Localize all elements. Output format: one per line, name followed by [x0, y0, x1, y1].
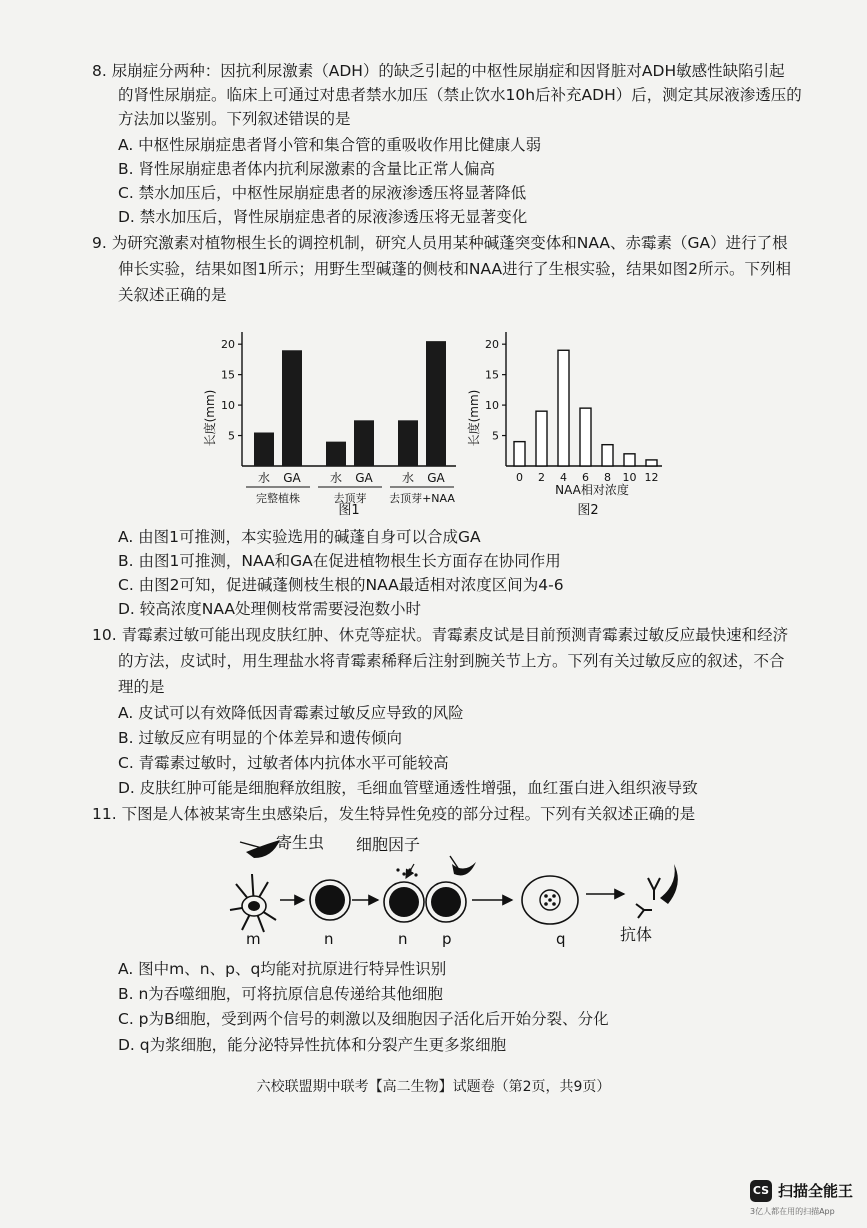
fig1-xtick-label: 水	[257, 471, 271, 485]
fig1-xtick-label: GA	[355, 471, 373, 485]
fig1-ytick-label: 5	[228, 429, 235, 443]
fig1-xtick-label: GA	[283, 471, 301, 485]
parasite-icon	[246, 840, 280, 858]
q9-stem-line1: 9. 为研究激素对植物根生长的调控机制，研究人员用某种碱蓬突变体和NAA、赤霉素（GA）进行了根	[92, 234, 788, 252]
q9-option-a: A. 由图1可推测，本实验选用的碱蓬自身可以合成GA	[118, 528, 481, 546]
cell-p-label: p	[442, 930, 452, 948]
fig1-bar	[282, 350, 302, 466]
q9-stem-line2: 伸长实验，结果如图1所示；用野生型碱蓬的侧枝和NAA进行了生根实验，结果如图2所示。下列相	[118, 260, 791, 278]
fig2-bar	[558, 350, 569, 466]
fig2-xtick-label: 2	[538, 471, 545, 484]
cytokine-label: 细胞因子	[356, 835, 421, 854]
q11-stem: 11. 下图是人体被某寄生虫感染后，发生特异性免疫的部分过程。下列有关叙述正确的是	[92, 805, 696, 823]
fig2-bar	[580, 408, 591, 466]
figure-2-bar-chart	[462, 318, 672, 518]
fig1-group-label: 完整植株	[256, 492, 300, 505]
fig2-xtick-label: 0	[516, 471, 523, 484]
fig1-title: 图1	[338, 503, 360, 518]
cell-p-icon	[426, 856, 476, 922]
fig1-bar	[326, 442, 346, 466]
q10-option-b: B. 过敏反应有明显的个体差异和遗传倾向	[118, 729, 402, 747]
fig2-xlabel: NAA相对浓度	[555, 483, 629, 497]
fig2-bar	[624, 454, 635, 466]
fig1-bar	[254, 433, 274, 467]
q9-stem-line3: 关叙述正确的是	[118, 286, 227, 304]
cell-q-icon	[522, 876, 578, 924]
q11-option-b: B. n为吞噬细胞，可将抗原信息传递给其他细胞	[118, 985, 443, 1003]
q8-option-c: C. 禁水加压后，中枢性尿崩症患者的尿液渗透压将显著降低	[118, 184, 527, 202]
q9-option-b: B. 由图1可推测，NAA和GA在促进植物根生长方面存在协同作用	[118, 552, 561, 570]
q8-option-a: A. 中枢性尿崩症患者肾小管和集合管的重吸收作用比健康人弱	[118, 136, 542, 154]
cell-m-label: m	[246, 930, 261, 948]
q8-stem-line1: 8. 尿崩症分两种：因抗利尿激素（ADH）的缺乏引起的中枢性尿崩症和因肾脏对ADH敏感性缺陷引起	[92, 62, 785, 80]
antibody-icon	[636, 864, 678, 918]
page-footer: 六校联盟期中联考【高二生物】试题卷（第2页，共9页）	[256, 1079, 611, 1095]
parasite-label: 寄生虫	[276, 833, 325, 852]
cell-n-label: n	[324, 930, 334, 948]
fig1-xtick-label: 水	[401, 471, 415, 485]
fig2-ytick-label: 10	[485, 399, 499, 413]
fig1-ytick-label: 10	[221, 399, 235, 413]
q9-option-c: C. 由图2可知，促进碱蓬侧枝生根的NAA最适相对浓度区间为4-6	[118, 576, 564, 594]
fig2-xtick-label: 12	[644, 471, 659, 484]
q9-option-d: D. 较高浓度NAA处理侧枝常需要浸泡数小时	[118, 600, 422, 618]
cell-n2-icon	[384, 882, 424, 922]
fig2-ylabel: 长度(mm)	[467, 389, 481, 447]
q8-option-b: B. 肾性尿崩症患者体内抗利尿激素的含量比正常人偏高	[118, 160, 495, 178]
fig1-bar	[354, 420, 374, 466]
q10-option-a: A. 皮试可以有效降低因青霉素过敏反应导致的风险	[118, 704, 464, 722]
fig2-xtick-label: 8	[604, 471, 611, 484]
cell-n2-label: n	[398, 930, 408, 948]
q8-stem-line2: 的肾性尿崩症。临床上可通过对患者禁水加压（禁止饮水10h后补充ADH）后，测定其尿液渗透压的	[118, 86, 802, 104]
fig2-bar	[514, 442, 525, 466]
figure-1-bar-chart	[198, 318, 468, 518]
cell-q-label: q	[556, 930, 566, 948]
q11-option-c: C. p为B细胞，受到两个信号的刺激以及细胞因子活化后开始分裂、分化	[118, 1010, 609, 1028]
cytokine-dots	[396, 864, 417, 878]
fig1-ytick-label: 15	[221, 368, 235, 382]
fig1-ytick-label: 20	[221, 338, 235, 352]
q10-option-c: C. 青霉素过敏时，过敏者体内抗体水平可能较高	[118, 754, 449, 772]
fig2-bar	[536, 411, 547, 466]
q10-stem-line2: 的方法，皮试时，用生理盐水将青霉素稀释后注射到腕关节上方。下列有关过敏反应的叙述，不合	[118, 652, 785, 670]
q8-option-d: D. 禁水加压后，肾性尿崩症患者的尿液渗透压将无显著变化	[118, 208, 528, 226]
fig2-bar	[602, 445, 613, 466]
fig1-ylabel: 长度(mm)	[203, 389, 217, 447]
cell-n-icon	[310, 880, 350, 920]
immune-process-diagram	[228, 828, 698, 948]
scanner-watermark	[750, 1178, 860, 1218]
scanner-app-name: 扫描全能王	[778, 1182, 854, 1200]
fig1-group-label: 去顶芽+NAA	[389, 492, 455, 505]
fig1-group-label: 去顶芽	[333, 492, 367, 505]
fig1-bar	[426, 341, 446, 466]
fig2-ytick-label: 15	[485, 368, 499, 382]
fig1-xtick-label: 水	[329, 471, 343, 485]
scanner-logo-icon: CS	[750, 1180, 772, 1202]
fig2-xtick-label: 6	[582, 471, 589, 484]
scanner-app-tagline: 3亿人都在用的扫描App	[750, 1207, 835, 1216]
q11-option-a: A. 图中m、n、p、q均能对抗原进行特异性识别	[118, 960, 447, 978]
fig2-title: 图2	[577, 503, 599, 518]
antibody-label: 抗体	[620, 925, 653, 944]
fig2-xtick-label: 4	[560, 471, 567, 484]
fig2-xtick-label: 10	[622, 471, 637, 484]
q10-stem-line1: 10. 青霉素过敏可能出现皮肤红肿、休克等症状。青霉素皮试是目前预测青霉素过敏反应最快速和经济	[92, 626, 789, 644]
fig2-ytick-label: 20	[485, 338, 499, 352]
fig2-ytick-label: 5	[492, 429, 499, 443]
q8-stem-line3: 方法加以鉴别。下列叙述错误的是	[118, 110, 351, 128]
q10-stem-line3: 理的是	[118, 678, 165, 696]
fig2-bar	[646, 460, 657, 466]
fig1-xtick-label: GA	[427, 471, 445, 485]
q11-option-d: D. q为浆细胞，能分泌特异性抗体和分裂产生更多浆细胞	[118, 1036, 507, 1054]
cell-m-icon	[230, 874, 276, 932]
fig1-bar	[398, 420, 418, 466]
q10-option-d: D. 皮肤红肿可能是细胞释放组胺，毛细血管壁通透性增强，血红蛋白进入组织液导致	[118, 779, 698, 797]
